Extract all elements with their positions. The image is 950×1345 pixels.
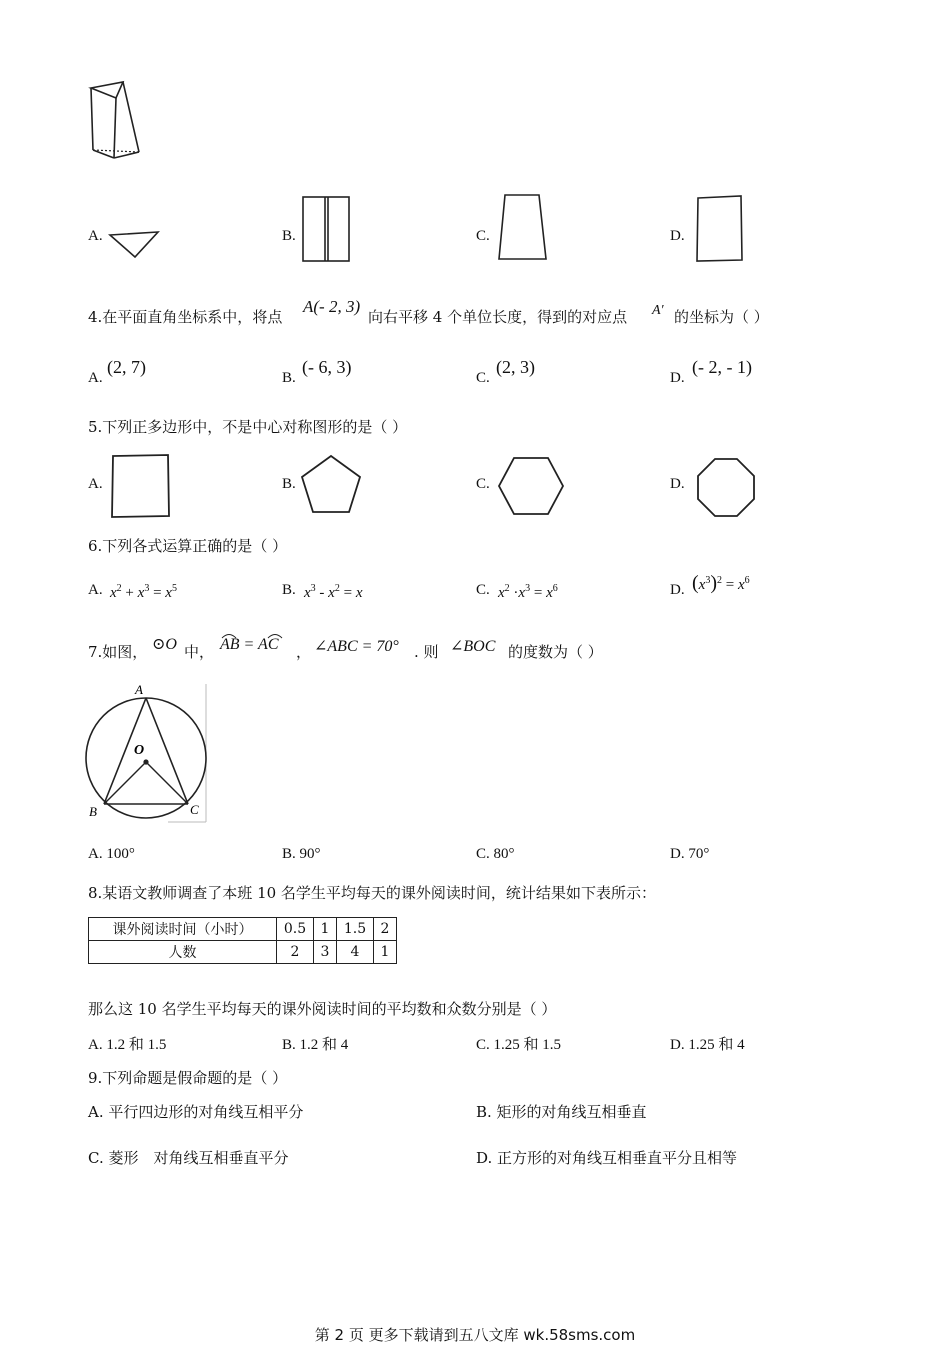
q4-stem [88,306,282,327]
q4-point-a [303,297,360,317]
q4-mid: 向右平移 4 个单位长度，得到的对应点 [368,308,628,326]
q7-comma: ， [296,643,312,661]
q4-point-text: A(- 2, 3) [303,297,361,316]
table-cell: 1 [314,918,337,941]
label-a: A [135,682,143,697]
table-row [89,941,397,964]
triangle-view-icon [108,228,162,260]
q9-stem: 9.下列命题是假命题的是（ ） [88,1069,288,1087]
q9-option-d: D. 正方形的对角线互相垂直平分且相等 [476,1149,738,1167]
q8-option-d: D. 1.25 和 4 [670,1037,745,1053]
q4-prefix: 4.在平面直角坐标系中，将点 [88,308,283,326]
table-cell: 2 [374,918,397,941]
q4-option-c-label: C. [476,370,490,386]
label-b: B [89,804,97,819]
q7-zhong: 中， [184,643,215,661]
label-o: O [134,743,145,758]
q5-option-b-label: B. [282,476,296,492]
reading-time-table [88,917,397,964]
hexagon-icon [496,455,566,517]
q6-option-b-expr: $x^3 - x^2 = x$ [304,583,363,601]
octagon-icon [694,456,758,520]
q8-option-b: B. 1.2 和 4 [282,1037,349,1053]
table-cell: 0.5 [277,918,314,941]
q5-option-a-label: A. [88,476,103,492]
label-c: C [190,802,199,817]
table-cell: 3 [314,941,337,964]
rectangle-view-icon [695,194,745,264]
q7-option-b: B. 90° [282,846,321,862]
q7-option-a: A. 100° [88,846,135,862]
table-cell: 1.5 [337,918,374,941]
q6-stem: 6.下列各式运算正确的是（ ） [88,537,288,555]
q9-option-b: B. 矩形的对角线互相垂直 [476,1103,647,1121]
q3-option-d-label: D. [670,228,685,244]
q3-option-b-label: B. [282,228,296,244]
q8-option-c: C. 1.25 和 1.5 [476,1037,562,1053]
q3-option-a-label: A. [88,228,103,244]
trapezoid-view-icon [496,192,550,264]
q4-option-d-value: (- 2, - 1) [692,357,752,377]
q4-option-a-label: A. [88,370,103,386]
q8-option-a: A. 1.2 和 1.5 [88,1037,167,1053]
q6-option-a-label: A. [88,582,103,598]
q7-circle-o: ⊙O [152,636,177,653]
q6-option-d-expr: $(x^3)^2 = x^6$ [692,572,750,594]
q7-angle-boc: ∠BOC [450,638,496,655]
q7-prefix: 7.如图， [88,643,148,661]
q3-option-c-label: C. [476,228,490,244]
q5-stem: 5.下列正多边形中，不是中心对称图形的是（ ） [88,418,408,436]
q6-option-c-label: C. [476,582,490,598]
q4-option-a-value: (2, 7) [107,357,146,377]
q7-then: . 则 [414,643,439,661]
circle-triangle-figure [84,682,210,824]
q9-option-c: C. 菱形 对角线互相垂直平分 [88,1149,289,1167]
page-footer: 第 2 页 更多下载请到五八文库 wk.58sms.com [314,1326,636,1344]
table-cell: 1 [374,941,397,964]
table-cell: 2 [277,941,314,964]
q9-option-a: A. 平行四边形的对角线互相平分 [88,1103,304,1121]
table-row [89,918,397,941]
q8-stem: 8.某语文教师调查了本班 10 名学生平均每天的课外阅读时间，统计结果如下表所示： [88,884,656,902]
q5-option-c-label: C. [476,476,490,492]
rectangle-with-line-view-icon [301,195,353,265]
q7-suffix: 的度数为（ ） [508,643,603,661]
q4-suffix: 的坐标为（ ） [674,308,769,326]
table-cell: 人数 [89,941,277,964]
table-cell: 课外阅读时间（小时） [89,918,277,941]
q6-option-a-expr: $x^2 + x^3 = x^5$ [110,583,177,601]
q4-option-d-label: D. [670,370,685,386]
q7-option-c: C. 80° [476,846,515,862]
q4-option-c-value: (2, 3) [496,357,535,377]
q4-option-b-label: B. [282,370,296,386]
q7-angle-abc: ∠ABC = 70° [314,638,399,655]
q6-option-d-label: D. [670,582,685,598]
pentagon-icon [298,452,364,516]
q6-option-b-label: B. [282,582,296,598]
q7-arc-equality: AB = AC [220,636,279,653]
q5-option-d-label: D. [670,476,685,492]
q6-option-c-expr: $x^2 \cdot x^3 = x^6$ [498,583,558,601]
square-icon [108,452,172,520]
q8-question: 那么这 10 名学生平均每天的课外阅读时间的平均数和众数分别是（ ） [88,1000,557,1018]
prism-figure [86,80,146,165]
table-cell: 4 [337,941,374,964]
q7-option-d: D. 70° [670,846,710,862]
q4-image-point: A′ [652,303,664,318]
q4-option-b-value: (- 6, 3) [302,357,352,377]
